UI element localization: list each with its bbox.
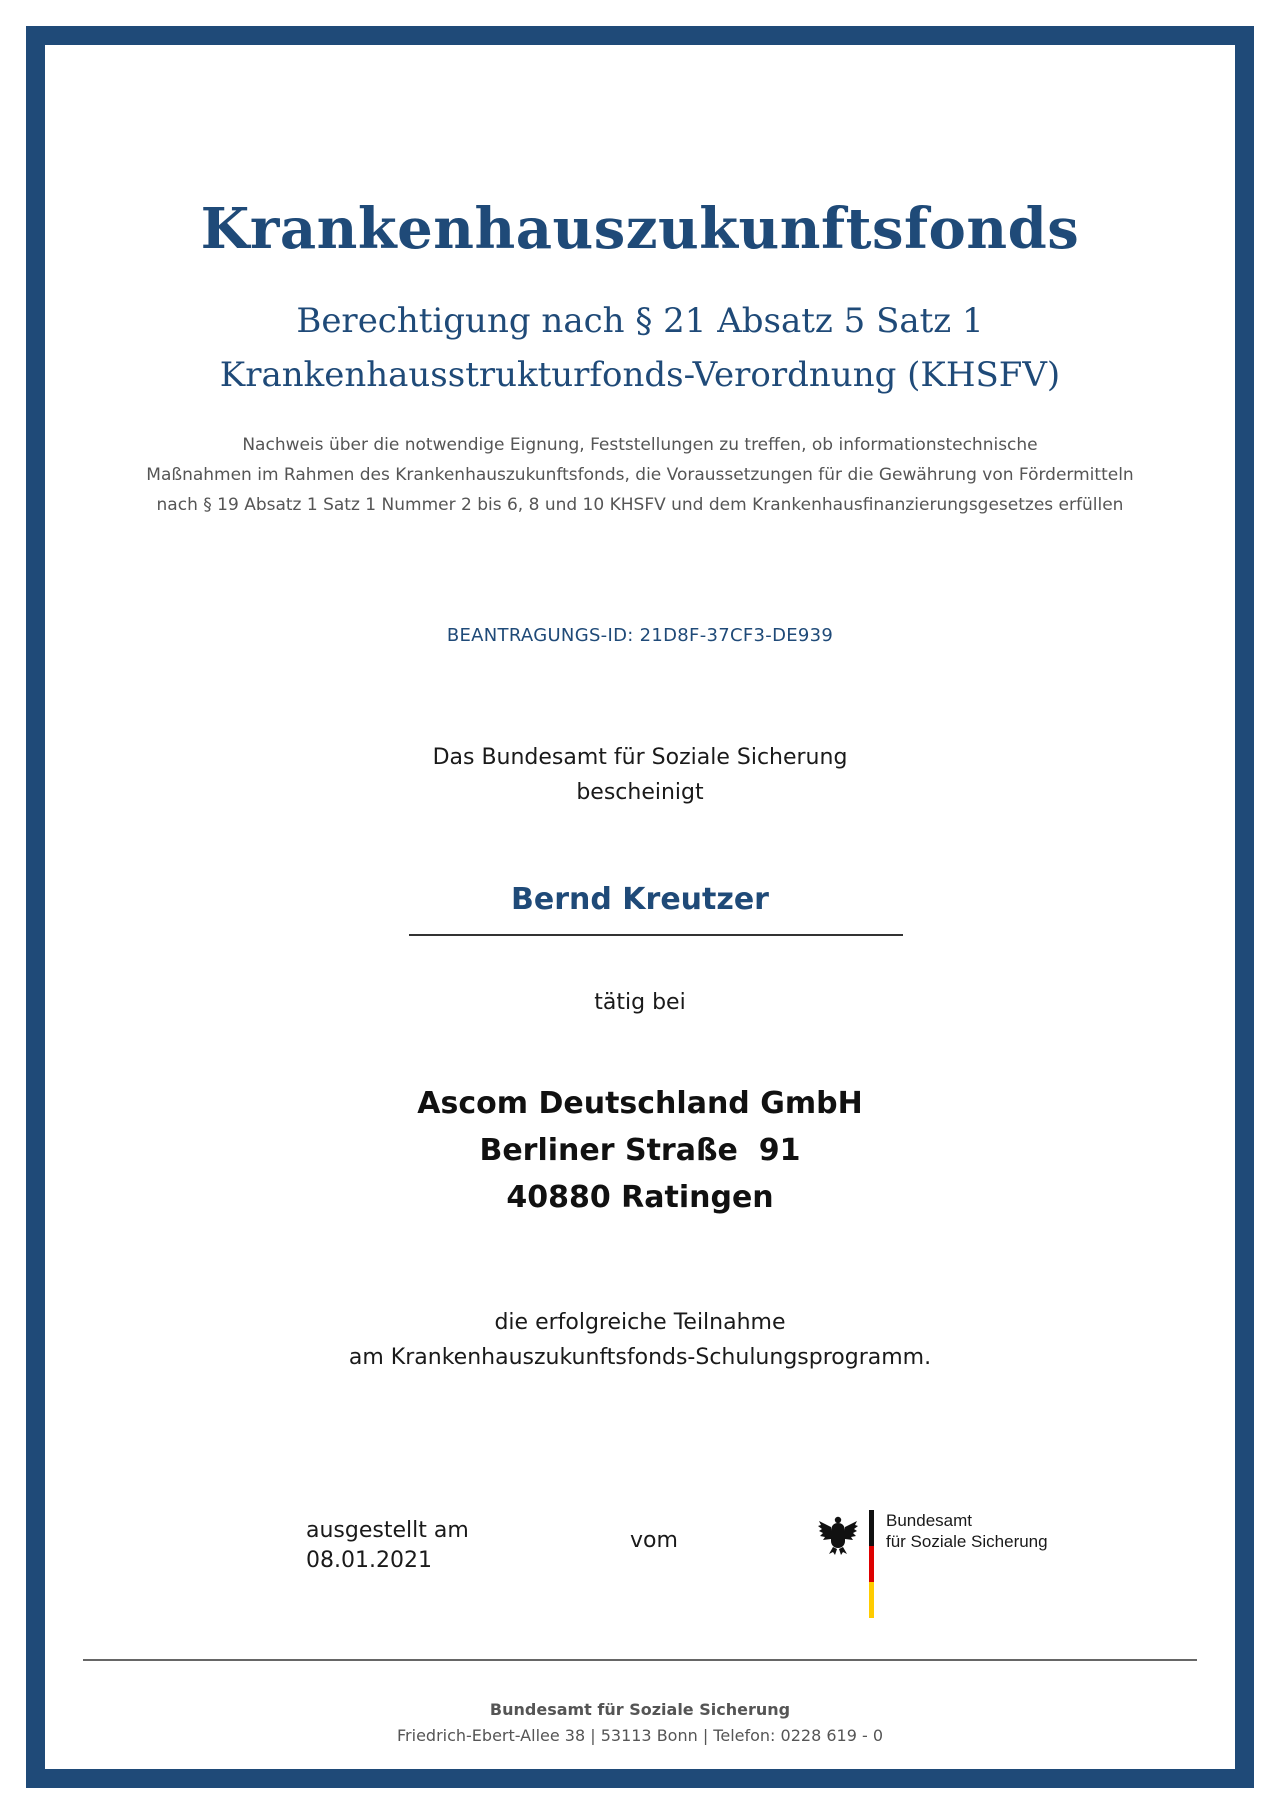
issuer-statement: [0, 740, 1280, 810]
certificate-intro: [0, 430, 1280, 520]
logo-text: [886, 1510, 1048, 1552]
organization-address: [0, 1080, 1280, 1221]
logo-text-line: für Soziale Sicherung: [886, 1532, 1048, 1551]
employed-at-label: tätig bei: [594, 990, 686, 1015]
issued-label: ausgestellt am: [306, 1518, 469, 1543]
recipient-name: Bernd Kreutzer: [511, 882, 769, 917]
flag-red-stripe: [869, 1546, 874, 1582]
intro-line: nach § 19 Absatz 1 Satz 1 Nummer 2 bis 6, 8 und 10 KHSFV und dem Krankenhausfinanzierungsgesetzes erfüllen: [156, 495, 1124, 515]
issued-block: [306, 1516, 469, 1576]
certificate-title: Krankenhauszukunftsfonds: [200, 196, 1080, 262]
logo-text-line: Bundesamt: [886, 1511, 972, 1530]
federal-eagle-icon: [818, 1513, 858, 1555]
flag-black-stripe: [869, 1510, 874, 1546]
organization-line: Ascom Deutschland GmbH: [417, 1086, 863, 1121]
recipient-name-underline: [409, 934, 903, 936]
bas-logo: [818, 1508, 1078, 1618]
organization-line: Berliner Straße 91: [479, 1133, 801, 1168]
from-label: vom: [630, 1528, 678, 1553]
participation-line: die erfolgreiche Teilnahme: [494, 1310, 786, 1335]
certificate-subtitle: [0, 294, 1280, 402]
intro-line: Maßnahmen im Rahmen des Krankenhauszukunftsfonds, die Voraussetzungen für die Gewährung von Fördermitteln: [146, 465, 1134, 485]
issuer-line: Das Bundesamt für Soziale Sicherung: [432, 745, 848, 770]
subtitle-line: Berechtigung nach § 21 Absatz 5 Satz 1: [296, 301, 984, 341]
issued-date: 08.01.2021: [306, 1548, 432, 1573]
intro-line: Nachweis über die notwendige Eignung, Feststellungen zu treffen, ob informationstechnische: [242, 435, 1038, 455]
application-id: BEANTRAGUNGS-ID: 21D8F-37CF3-DE939: [446, 625, 834, 646]
footer-divider: [83, 1659, 1197, 1661]
participation-line: am Krankenhauszukunftsfonds-Schulungsprogramm.: [348, 1345, 932, 1370]
footer-organization: Bundesamt für Soziale Sicherung: [489, 1700, 791, 1719]
participation-statement: [0, 1305, 1280, 1375]
subtitle-line: Krankenhausstrukturfonds-Verordnung (KHSFV): [219, 355, 1061, 395]
organization-line: 40880 Ratingen: [506, 1180, 774, 1215]
footer-address: Friedrich-Ebert-Allee 38 | 53113 Bonn | Telefon: 0228 619 - 0: [397, 1726, 883, 1745]
issuer-line: bescheinigt: [576, 780, 704, 805]
flag-gold-stripe: [869, 1582, 874, 1618]
